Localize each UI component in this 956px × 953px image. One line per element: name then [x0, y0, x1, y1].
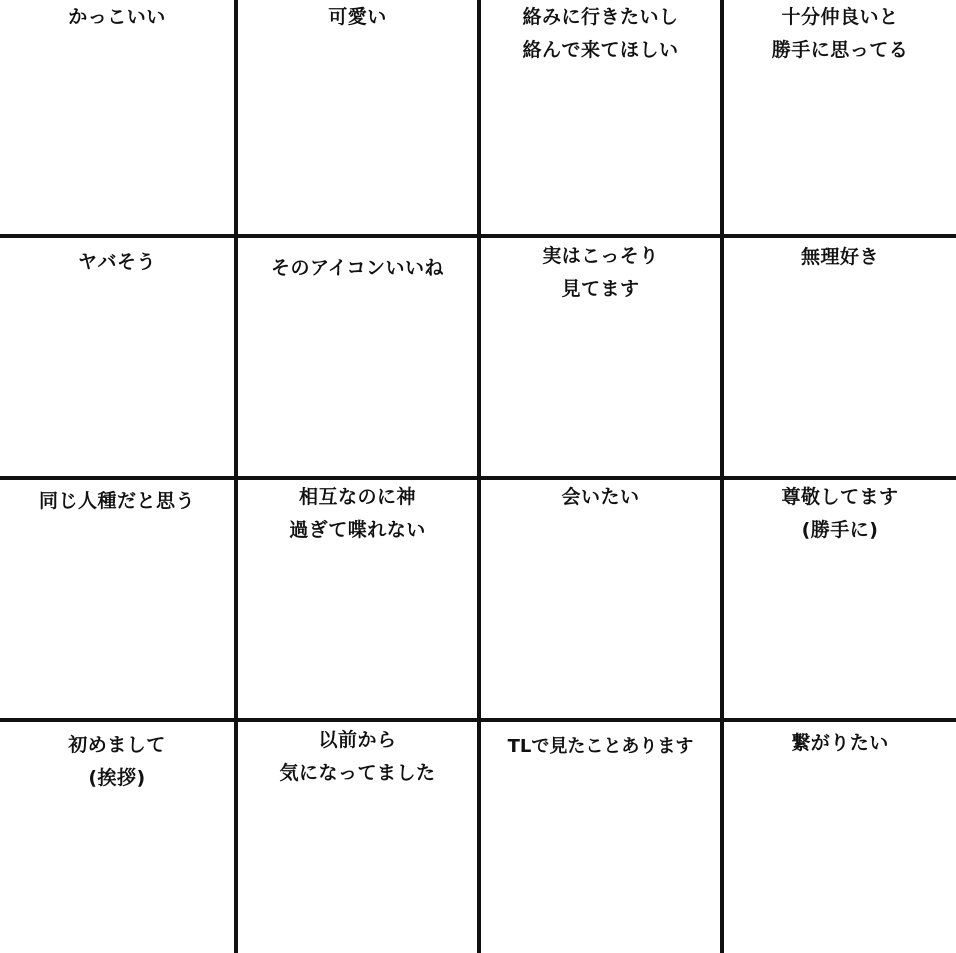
cell-text-line: 過ぎて喋れない: [289, 519, 426, 541]
bingo-cell: [481, 0, 720, 234]
cell-text-line: 絡んで来てほしい: [522, 39, 679, 61]
cell-text-line: 繋がりたい: [791, 732, 889, 754]
cell-text-line: 見てます: [561, 278, 640, 300]
cell-text-line: 無理好き: [800, 246, 879, 268]
bingo-cell: [724, 238, 956, 476]
bingo-cell: [0, 480, 234, 718]
bingo-cell: [0, 0, 234, 234]
cell-text-line: (挨拶): [88, 767, 146, 789]
bingo-cell: [0, 722, 234, 953]
bingo-cell: [481, 238, 720, 476]
cell-text-line: 可愛い: [328, 6, 387, 28]
bingo-cell: [238, 0, 477, 234]
bingo-cell: [238, 238, 477, 476]
bingo-cell: [481, 722, 720, 953]
cell-text-line: ヤバそう: [77, 251, 156, 273]
cell-text-line: そのアイコンいいね: [270, 257, 445, 279]
bingo-cell: [724, 480, 956, 718]
cell-text-line: TLで見たことあります: [507, 736, 694, 757]
cell-text-line: 以前から: [318, 729, 397, 751]
cell-text-line: 相互なのに神: [298, 486, 416, 508]
cell-text-line: 尊敬してます: [781, 486, 899, 508]
cell-text-line: 気になってました: [279, 762, 436, 784]
cell-text-line: (勝手に): [801, 519, 879, 541]
cell-text-line: かっこいい: [68, 6, 166, 28]
bingo-cell: [238, 480, 477, 718]
bingo-cell: [481, 480, 720, 718]
cell-text-line: 初めまして: [68, 734, 166, 756]
bingo-cell: [0, 238, 234, 476]
bingo-cell: [724, 0, 956, 234]
bingo-cell: [238, 722, 477, 953]
cell-text-line: 勝手に思ってる: [771, 39, 909, 61]
bingo-cell: [724, 722, 956, 953]
cell-text-line: 絡みに行きたいし: [522, 6, 679, 28]
cell-text-line: 会いたい: [561, 486, 640, 508]
cell-text-line: 実はこっそり: [542, 245, 659, 267]
cell-text-line: 十分仲良いと: [781, 6, 899, 28]
cell-text-line: 同じ人種だと思う: [38, 490, 195, 512]
